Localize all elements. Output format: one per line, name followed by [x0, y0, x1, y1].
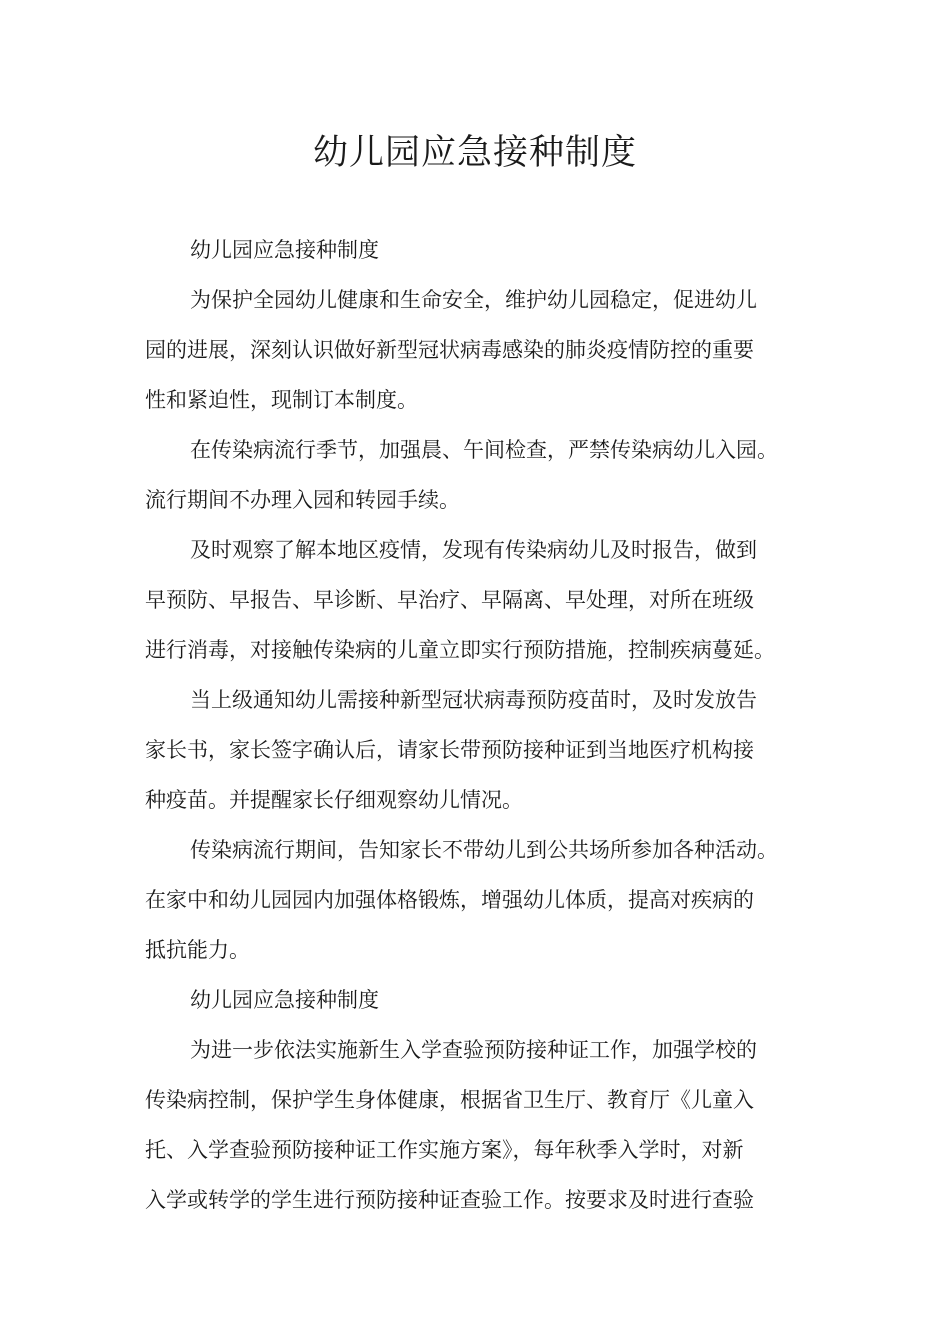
- text-line: 在传染病流行季节，加强晨、午间检查，严禁传染病幼儿入园。: [190, 438, 778, 462]
- text-line: 抵抗能力。: [145, 938, 250, 962]
- text-line: 性和紧迫性，现制订本制度。: [145, 388, 418, 412]
- text-line: 在家中和幼儿园园内加强体格锻炼，增强幼儿体质，提高对疾病的: [145, 888, 754, 912]
- document-title: 幼儿园应急接种制度: [312, 133, 637, 173]
- text-line: 当上级通知幼儿需接种新型冠状病毒预防疫苗时，及时发放告: [190, 688, 757, 712]
- text-line: 传染病流行期间，告知家长不带幼儿到公共场所参加各种活动。: [190, 838, 778, 862]
- document-body: [145, 225, 810, 1225]
- text-line: 及时观察了解本地区疫情，发现有传染病幼儿及时报告，做到: [190, 538, 757, 562]
- text-line: 托、入学查验预防接种证工作实施方案》，每年秋季入学时，对新: [145, 1138, 744, 1162]
- text-line: 幼儿园应急接种制度: [190, 988, 379, 1012]
- text-line: 传染病控制，保护学生身体健康，根据省卫生厅、教育厅《儿童入: [145, 1088, 754, 1112]
- text-line: 为进一步依法实施新生入学查验预防接种证工作，加强学校的: [190, 1038, 757, 1062]
- text-line: 幼儿园应急接种制度: [190, 238, 379, 262]
- text-line: 早预防、早报告、早诊断、早治疗、早隔离、早处理，对所在班级: [145, 588, 754, 612]
- text-line: 进行消毒，对接触传染病的儿童立即实行预防措施，控制疾病蔓延。: [145, 638, 775, 662]
- text-line: 园的进展，深刻认识做好新型冠状病毒感染的肺炎疫情防控的重要: [145, 338, 754, 362]
- text-line: 流行期间不办理入园和转园手续。: [145, 488, 460, 512]
- text-line: 家长书，家长签字确认后，请家长带预防接种证到当地医疗机构接: [145, 738, 754, 762]
- text-line: 入学或转学的学生进行预防接种证查验工作。按要求及时进行查验: [145, 1188, 754, 1212]
- text-line: 种疫苗。并提醒家长仔细观察幼儿情况。: [145, 788, 523, 812]
- text-line: 为保护全园幼儿健康和生命安全，维护幼儿园稳定，促进幼儿: [190, 288, 757, 312]
